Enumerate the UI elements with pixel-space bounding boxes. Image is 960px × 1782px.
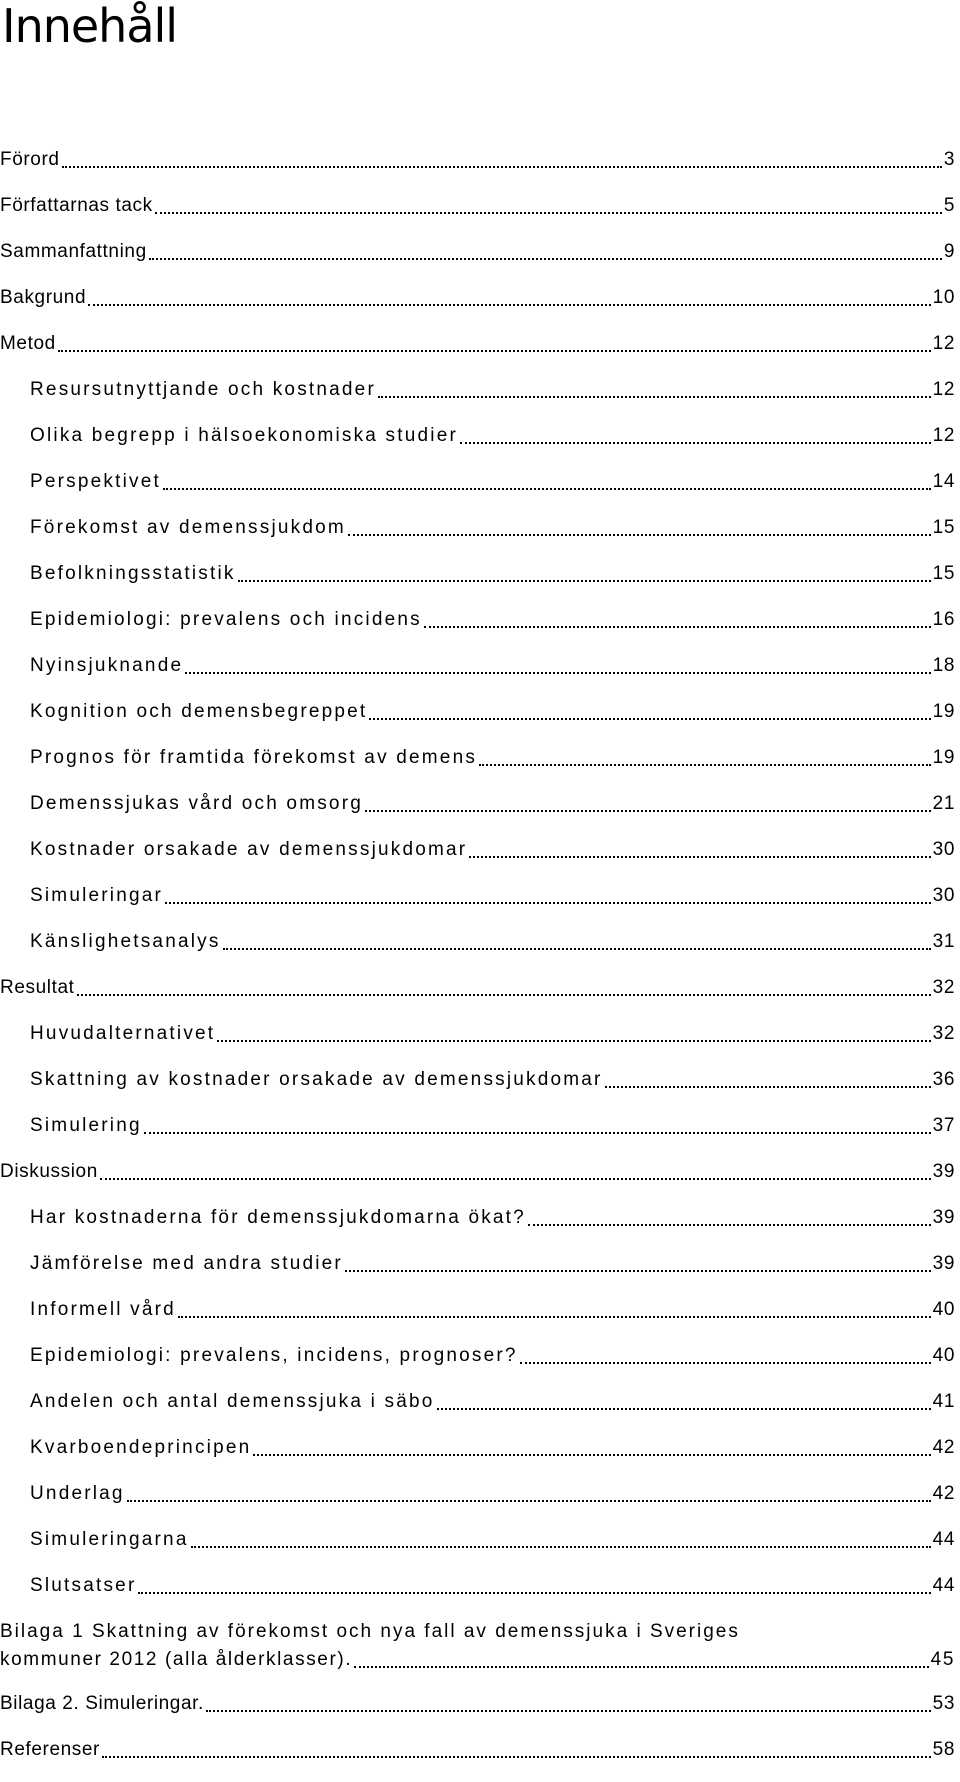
toc-dot-leader [365, 810, 931, 812]
toc-dot-leader [62, 166, 942, 168]
toc-entry-label: Resultat [0, 974, 75, 1002]
toc-dot-leader [165, 902, 931, 904]
toc-entry-label-line2: kommuner 2012 (alla ålderklasser). [0, 1646, 352, 1674]
toc-dot-leader [163, 488, 931, 490]
toc-entry[interactable] [0, 1434, 955, 1462]
toc-dot-leader [127, 1500, 931, 1502]
toc-page-number: 18 [932, 655, 955, 676]
toc-entry-label: Simuleringar [30, 882, 163, 910]
toc-page-number: 45 [930, 1649, 955, 1670]
toc-entry-label: Kostnader orsakade av demenssjukdomar [30, 836, 467, 864]
toc-entry-label: Informell vård [30, 1296, 176, 1324]
toc-entry-label: Slutsatser [30, 1572, 136, 1600]
toc-entry[interactable] [0, 1204, 955, 1232]
toc-page-number: 19 [932, 747, 955, 768]
toc-page-number: 39 [932, 1253, 955, 1274]
toc-page-number: 30 [932, 839, 955, 860]
toc-page-number: 37 [932, 1115, 955, 1136]
toc-entry[interactable] [0, 1250, 955, 1278]
toc-entry[interactable] [0, 422, 955, 450]
toc-entry-appendix-1[interactable] [0, 1618, 955, 1674]
toc-dot-leader [102, 1756, 931, 1758]
toc-dot-leader [223, 948, 931, 950]
toc-page-number: 12 [932, 333, 955, 354]
toc-page-number: 53 [932, 1693, 955, 1714]
toc-page-number: 42 [932, 1483, 955, 1504]
toc-entry-label: Epidemiologi: prevalens och incidens [30, 606, 422, 634]
toc-entry[interactable] [0, 468, 955, 496]
toc-entry-label: Epidemiologi: prevalens, incidens, prognoser? [30, 1342, 518, 1370]
toc-dot-leader [354, 1666, 928, 1668]
toc-entry-label: Perspektivet [30, 468, 161, 496]
toc-entry[interactable] [0, 1572, 955, 1600]
toc-page-number: 58 [932, 1739, 955, 1760]
toc-entry[interactable] [0, 1020, 955, 1048]
toc-dot-leader [528, 1224, 931, 1226]
toc-entry-label: Författarnas tack [0, 192, 153, 220]
toc-entry[interactable] [0, 1690, 955, 1718]
toc-entry[interactable] [0, 284, 955, 312]
toc-dot-leader [88, 304, 931, 306]
toc-entry-label: Simuleringarna [30, 1526, 189, 1554]
toc-dot-leader [77, 994, 931, 996]
toc-entry[interactable] [0, 1158, 955, 1186]
toc-entry[interactable] [0, 882, 955, 910]
toc-entry-label: Sammanfattning [0, 238, 147, 266]
toc-entry-label: Referenser [0, 1736, 100, 1764]
toc-dot-leader [178, 1316, 931, 1318]
toc-page-number: 9 [943, 241, 955, 262]
toc-dot-leader [155, 212, 942, 214]
toc-entry[interactable] [0, 560, 955, 588]
toc-dot-leader [191, 1546, 931, 1548]
toc-list [0, 146, 955, 1782]
toc-dot-leader [378, 396, 931, 398]
toc-title: Innehåll [2, 0, 178, 53]
toc-page-number: 40 [932, 1345, 955, 1366]
toc-page-number: 16 [932, 609, 955, 630]
toc-dot-leader [138, 1592, 930, 1594]
toc-entry-label: Andelen och antal demenssjuka i säbo [30, 1388, 435, 1416]
toc-page-number: 14 [932, 471, 955, 492]
toc-entry-label: Bakgrund [0, 284, 86, 312]
toc-entry[interactable] [0, 192, 955, 220]
toc-entry[interactable] [0, 146, 955, 174]
toc-dot-leader [605, 1086, 931, 1088]
toc-entry[interactable] [0, 744, 955, 772]
toc-dot-leader [100, 1178, 931, 1180]
toc-entry[interactable] [0, 606, 955, 634]
toc-entry-label: Prognos för framtida förekomst av demens [30, 744, 477, 772]
toc-entry[interactable] [0, 698, 955, 726]
toc-page-number: 3 [943, 149, 955, 170]
toc-entry[interactable] [0, 1342, 955, 1370]
toc-dot-leader [348, 534, 931, 536]
toc-page-number: 39 [932, 1207, 955, 1228]
toc-entry-label: Demenssjukas vård och omsorg [30, 790, 363, 818]
toc-dot-leader [253, 1454, 930, 1456]
toc-page-number: 15 [932, 563, 955, 584]
toc-entry-label-continued [0, 1646, 955, 1674]
toc-entry[interactable] [0, 652, 955, 680]
toc-page-number: 36 [932, 1069, 955, 1090]
toc-entry[interactable] [0, 376, 955, 404]
toc-page-number: 32 [932, 977, 955, 998]
toc-page-number: 21 [932, 793, 955, 814]
toc-page-number: 32 [932, 1023, 955, 1044]
toc-entry[interactable] [0, 790, 955, 818]
toc-dot-leader [520, 1362, 931, 1364]
toc-dot-leader [469, 856, 930, 858]
toc-entry-label: Skattning av kostnader orsakade av demenssjukdomar [30, 1066, 603, 1094]
toc-page-number: 42 [932, 1437, 955, 1458]
toc-dot-leader [217, 1040, 930, 1042]
toc-entry[interactable] [0, 1736, 955, 1764]
toc-entry[interactable] [0, 836, 955, 864]
toc-entry-label: Diskussion [0, 1158, 98, 1186]
toc-entry[interactable] [0, 1066, 955, 1094]
toc-entry[interactable] [0, 1296, 955, 1324]
toc-dot-leader [144, 1132, 931, 1134]
toc-entry-label: Metod [0, 330, 56, 358]
toc-entry[interactable] [0, 1112, 955, 1140]
toc-dot-leader [460, 442, 931, 444]
toc-page-number: 30 [932, 885, 955, 906]
toc-entry-label: Jämförelse med andra studier [30, 1250, 343, 1278]
toc-entry-label: Har kostnaderna för demenssjukdomarna ökat? [30, 1204, 526, 1232]
toc-entry-label: Bilaga 1 Skattning av förekomst och nya fall av demenssjuka i Sveriges [0, 1621, 740, 1642]
toc-entry-label: Simulering [30, 1112, 142, 1140]
toc-dot-leader [479, 764, 931, 766]
toc-page-number: 44 [932, 1529, 955, 1550]
toc-entry-label: Bilaga 2. Simuleringar. [0, 1690, 204, 1718]
toc-dot-leader [369, 718, 930, 720]
toc-page-number: 19 [932, 701, 955, 722]
toc-dot-leader [206, 1710, 931, 1712]
toc-dot-leader [238, 580, 931, 582]
toc-entry-label: Huvudalternativet [30, 1020, 215, 1048]
toc-entry-label: Olika begrepp i hälsoekonomiska studier [30, 422, 458, 450]
toc-page-number: 40 [932, 1299, 955, 1320]
toc-entry-label: Underlag [30, 1480, 125, 1508]
toc-dot-leader [185, 672, 930, 674]
toc-entry-label: Befolkningsstatistik [30, 560, 236, 588]
toc-entry[interactable] [0, 330, 955, 358]
toc-entry[interactable] [0, 1480, 955, 1508]
toc-dot-leader [437, 1408, 931, 1410]
toc-entry-label: Förekomst av demenssjukdom [30, 514, 346, 542]
toc-entry-label: Kognition och demensbegreppet [30, 698, 367, 726]
toc-entry-label: Nyinsjuknande [30, 652, 183, 680]
toc-page-number: 39 [932, 1161, 955, 1182]
toc-dot-leader [58, 350, 931, 352]
toc-entry[interactable] [0, 974, 955, 1002]
toc-dot-leader [424, 626, 931, 628]
toc-entry-label: Resursutnyttjande och kostnader [30, 376, 376, 404]
toc-page-number: 41 [932, 1391, 955, 1412]
toc-entry[interactable] [0, 1388, 955, 1416]
toc-page-number: 12 [932, 425, 955, 446]
toc-entry-label: Förord [0, 146, 60, 174]
toc-page-number: 31 [932, 931, 955, 952]
toc-dot-leader [149, 258, 942, 260]
toc-dot-leader [345, 1270, 931, 1272]
toc-page-number: 12 [932, 379, 955, 400]
toc-page-number: 15 [932, 517, 955, 538]
toc-entry[interactable] [0, 928, 955, 956]
toc-page-number: 10 [932, 287, 955, 308]
toc-entry-label: Känslighetsanalys [30, 928, 221, 956]
toc-page-number: 5 [943, 195, 955, 216]
toc-entry-label: Kvarboendeprincipen [30, 1434, 251, 1462]
toc-entry[interactable] [0, 1526, 955, 1554]
toc-page-number: 44 [932, 1575, 955, 1596]
toc-entry[interactable] [0, 238, 955, 266]
toc-entry[interactable] [0, 514, 955, 542]
